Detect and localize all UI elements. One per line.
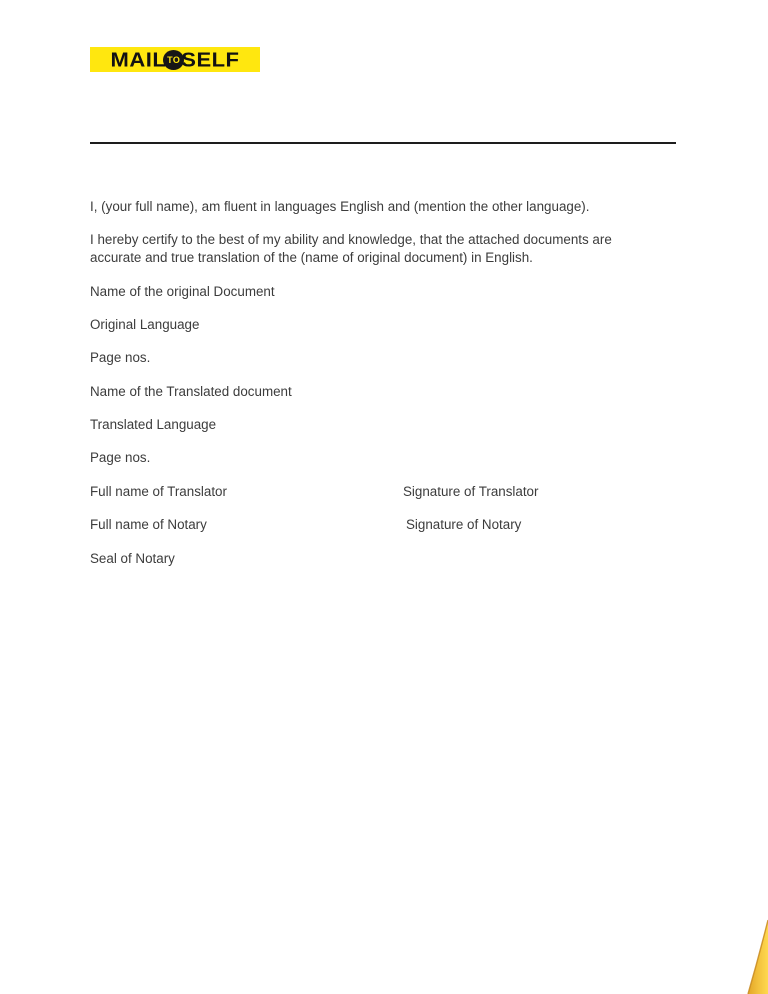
field-original-document-name: Name of the original Document (90, 284, 275, 299)
translator-name-label: Full name of Translator (90, 484, 227, 499)
field-original-page-nos: Page nos. (90, 350, 151, 365)
logo-to-badge: TO (163, 50, 184, 70)
mail-to-self-logo (90, 47, 260, 72)
logo-word-self: SELF (181, 47, 240, 71)
notary-seal-label: Seal of Notary (90, 551, 175, 566)
field-original-language: Original Language (90, 317, 200, 332)
header-divider-line (90, 142, 676, 144)
certification-paragraph: I hereby certify to the best of my ability and knowledge, that the attached documents are accurate and true translation of the (name of original document) in English. (90, 232, 612, 265)
logo-word-mail: MAIL (110, 47, 167, 71)
field-translated-page-nos: Page nos. (90, 450, 151, 465)
field-translated-language: Translated Language (90, 417, 217, 432)
corner-ribbon-icon (736, 908, 768, 994)
notary-name-label: Full name of Notary (90, 517, 207, 532)
intro-line: I, (your full name), am fluent in languages English and (mention the other language). (90, 199, 590, 214)
field-translated-document-name: Name of the Translated document (90, 384, 292, 399)
notary-signature-label: Signature of Notary (406, 517, 522, 532)
translator-signature-label: Signature of Translator (403, 484, 539, 499)
